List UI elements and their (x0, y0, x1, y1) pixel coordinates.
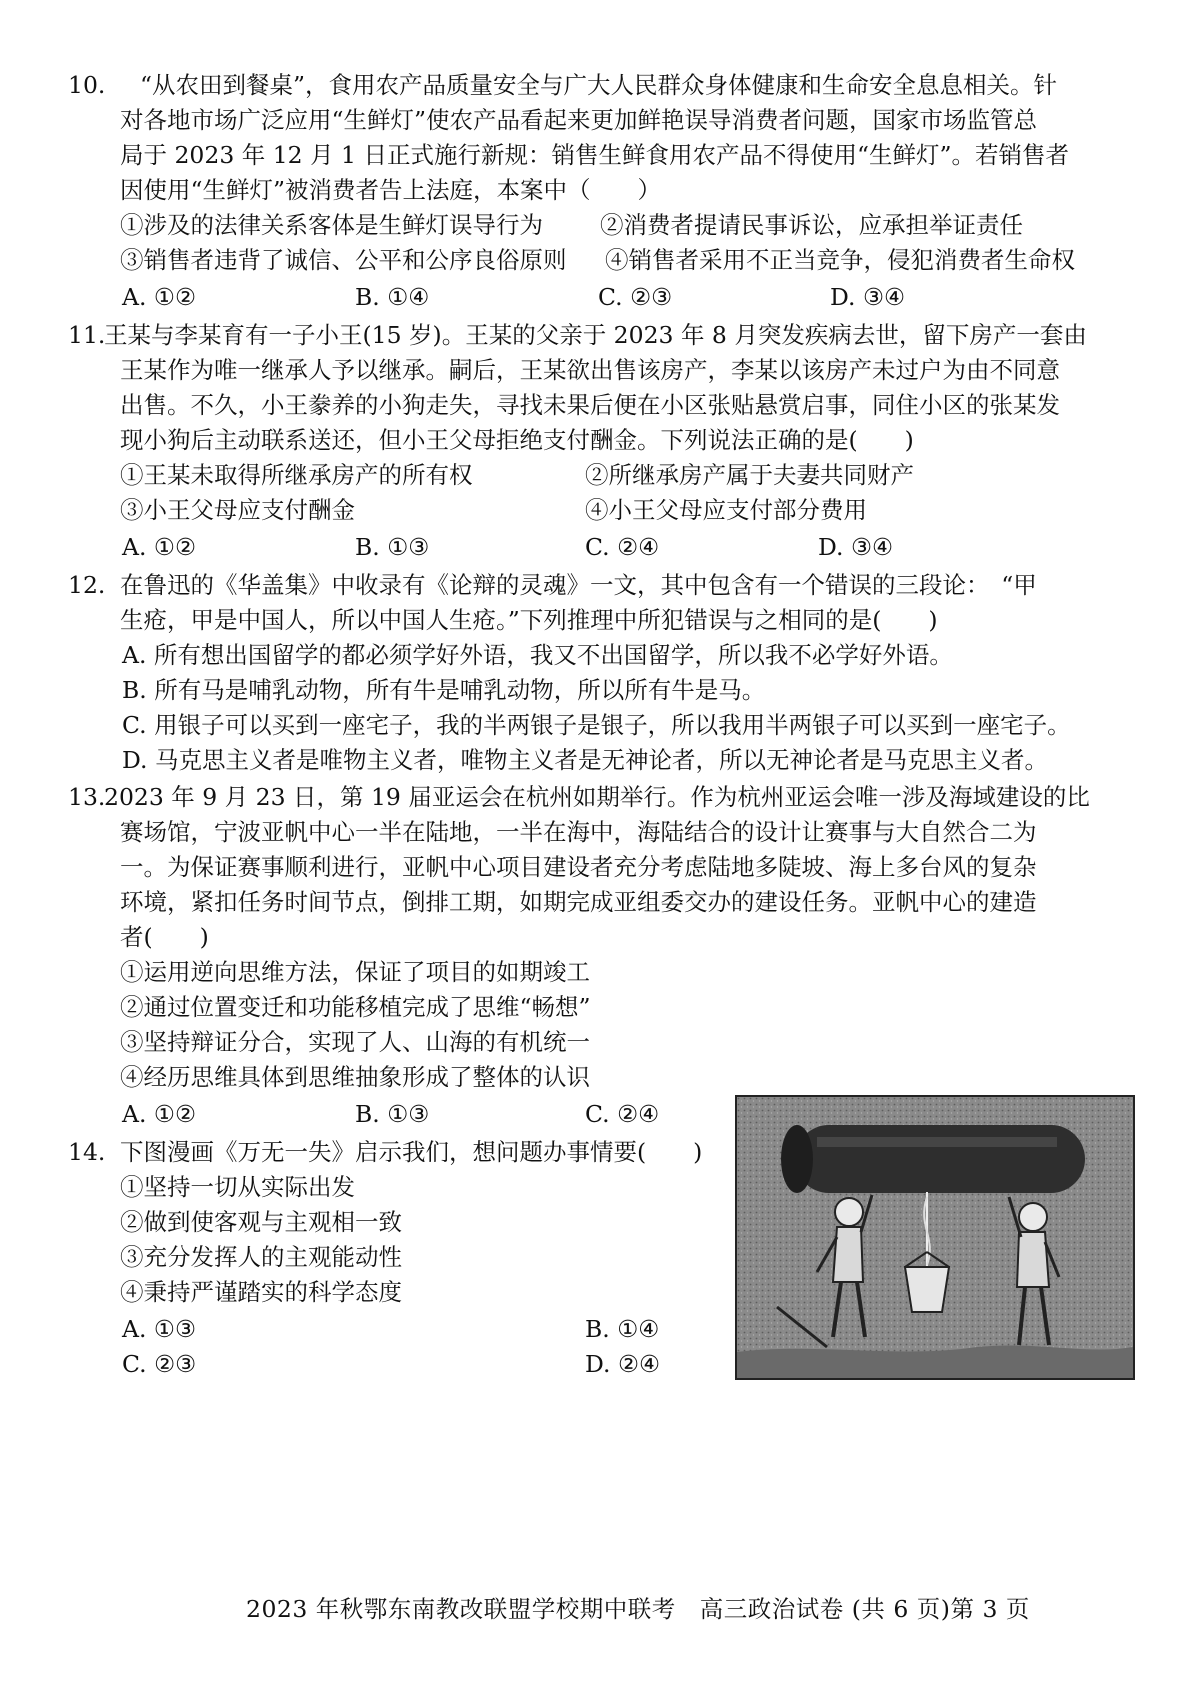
question-13-line: 一。为保证赛事顺利进行，亚帆中心项目建设者充分考虑陆地多陡坡、海上多台风的复杂 (120, 853, 1037, 881)
question-11-statement: ③小王父母应支付酬金 (120, 496, 355, 524)
question-12-line: 在鲁迅的《华盖集》中收录有《论辩的灵魂》一文，其中包含有一个错误的三段论： “甲 (120, 571, 1037, 599)
question-10-line: 对各地市场广泛应用“生鲜灯”使农产品看起来更加鲜艳误导消费者问题，国家市场监管总 (120, 106, 1038, 134)
question-14-choice-a[interactable]: A. ①③ (122, 1315, 197, 1343)
question-10-statement: ②消费者提请民事诉讼，应承担举证责任 (600, 211, 1023, 239)
question-14-statement: ③充分发挥人的主观能动性 (120, 1243, 402, 1271)
question-14-statement: ①坚持一切从实际出发 (120, 1173, 355, 1201)
question-10-number: 10. (68, 71, 106, 99)
question-14-line: 下图漫画《万无一失》启示我们，想问题办事情要( ) (120, 1138, 703, 1166)
question-11-line: 现小狗后主动联系送还，但小王父母拒绝支付酬金。下列说法正确的是( ) (120, 426, 914, 454)
cartoon-illustration (737, 1097, 1133, 1378)
question-13-number: 13. (68, 783, 106, 811)
question-12-choice-a[interactable]: A. 所有想出国留学的都必须学好外语，我又不出国留学，所以我不必学好外语。 (122, 641, 953, 669)
question-13-statement: ③坚持辩证分合，实现了人、山海的有机统一 (120, 1028, 590, 1056)
question-13-line: 2023 年 9 月 23 日，第 19 届亚运会在杭州如期举行。作为杭州亚运会唯一涉及海域建设的比 (104, 783, 1090, 811)
question-12-choice-b[interactable]: B. 所有马是哺乳动物，所有牛是哺乳动物，所以所有牛是马。 (122, 676, 766, 704)
question-12-choice-c[interactable]: C. 用银子可以买到一座宅子，我的半两银子是银子，所以我用半两银子可以买到一座宅子。 (122, 711, 1071, 739)
question-13-choice-b[interactable]: B. ①③ (355, 1100, 430, 1128)
question-11-statement: ④小王父母应支付部分费用 (585, 496, 867, 524)
question-13-statement: ②通过位置变迁和功能移植完成了思维“畅想” (120, 993, 591, 1021)
question-14-choice-c[interactable]: C. ②③ (122, 1350, 197, 1378)
question-11-line: 王某作为唯一继承人予以继承。嗣后，王某欲出售该房产，李某以该房产未过户为由不同意 (120, 356, 1060, 384)
question-13-line: 者( ) (120, 923, 209, 951)
question-14-number: 14. (68, 1138, 106, 1166)
question-13-line: 环境，紧扣任务时间节点，倒排工期，如期完成亚组委交办的建设任务。亚帆中心的建造 (120, 888, 1037, 916)
question-11-choice-a[interactable]: A. ①② (122, 533, 197, 561)
cartoon-image (735, 1095, 1135, 1380)
question-14-statement: ④秉持严谨踏实的科学态度 (120, 1278, 402, 1306)
question-10-choice-b[interactable]: B. ①④ (355, 283, 430, 311)
question-11-statement: ②所继承房产属于夫妻共同财产 (585, 461, 914, 489)
question-13-choice-a[interactable]: A. ①② (122, 1100, 197, 1128)
question-10-line: “从农田到餐桌”，食用农产品质量安全与广大人民群众身体健康和生命安全息息相关。针 (140, 71, 1058, 99)
question-11-line: 出售。不久，小王豢养的小狗走失，寻找未果后便在小区张贴悬赏启事，同住小区的张某发 (120, 391, 1060, 419)
question-14-choice-d[interactable]: D. ②④ (585, 1350, 661, 1378)
question-10-choice-d[interactable]: D. ③④ (830, 283, 906, 311)
question-12-number: 12. (68, 571, 106, 599)
question-10-statement: ③销售者违背了诚信、公平和公序良俗原则 (120, 246, 567, 274)
question-10-statement: ④销售者采用不正当竞争，侵犯消费者生命权 (605, 246, 1075, 274)
question-12-choice-d[interactable]: D. 马克思主义者是唯物主义者，唯物主义者是无神论者，所以无神论者是马克思主义者。 (122, 746, 1048, 774)
question-13-statement: ④经历思维具体到思维抽象形成了整体的认识 (120, 1063, 590, 1091)
question-11-line: 王某与李某育有一子小王(15 岁)。王某的父亲于 2023 年 8 月突发疾病去世，留下房产一套由 (104, 321, 1087, 349)
question-10-choice-a[interactable]: A. ①② (122, 283, 197, 311)
question-11-number: 11. (68, 321, 106, 349)
question-12-line: 生疮，甲是中国人，所以中国人生疮。”下列推理中所犯错误与之相同的是( ) (120, 606, 938, 634)
question-11-choice-b[interactable]: B. ①③ (355, 533, 430, 561)
question-11-statement: ①王某未取得所继承房产的所有权 (120, 461, 473, 489)
question-14-statement: ②做到使客观与主观相一致 (120, 1208, 402, 1236)
page-footer: 2023 年秋鄂东南教改联盟学校期中联考 高三政治试卷 (共 6 页)第 3 页 (246, 1595, 1030, 1623)
question-14-choice-b[interactable]: B. ①④ (585, 1315, 660, 1343)
question-13-choice-c[interactable]: C. ②④ (585, 1100, 660, 1128)
question-10-line: 局于 2023 年 12 月 1 日正式施行新规：销售生鲜食用农产品不得使用“生鲜灯”。若销售者 (120, 141, 1070, 169)
question-10-choice-c[interactable]: C. ②③ (598, 283, 673, 311)
question-11-choice-c[interactable]: C. ②④ (585, 533, 660, 561)
question-10-line: 因使用“生鲜灯”被消费者告上法庭，本案中（ ） (120, 176, 662, 204)
question-13-statement: ①运用逆向思维方法，保证了项目的如期竣工 (120, 958, 590, 986)
question-13-line: 赛场馆，宁波亚帆中心一半在陆地，一半在海中，海陆结合的设计让赛事与大自然合二为 (120, 818, 1037, 846)
question-11-choice-d[interactable]: D. ③④ (818, 533, 894, 561)
question-10-statement: ①涉及的法律关系客体是生鲜灯误导行为 (120, 211, 543, 239)
